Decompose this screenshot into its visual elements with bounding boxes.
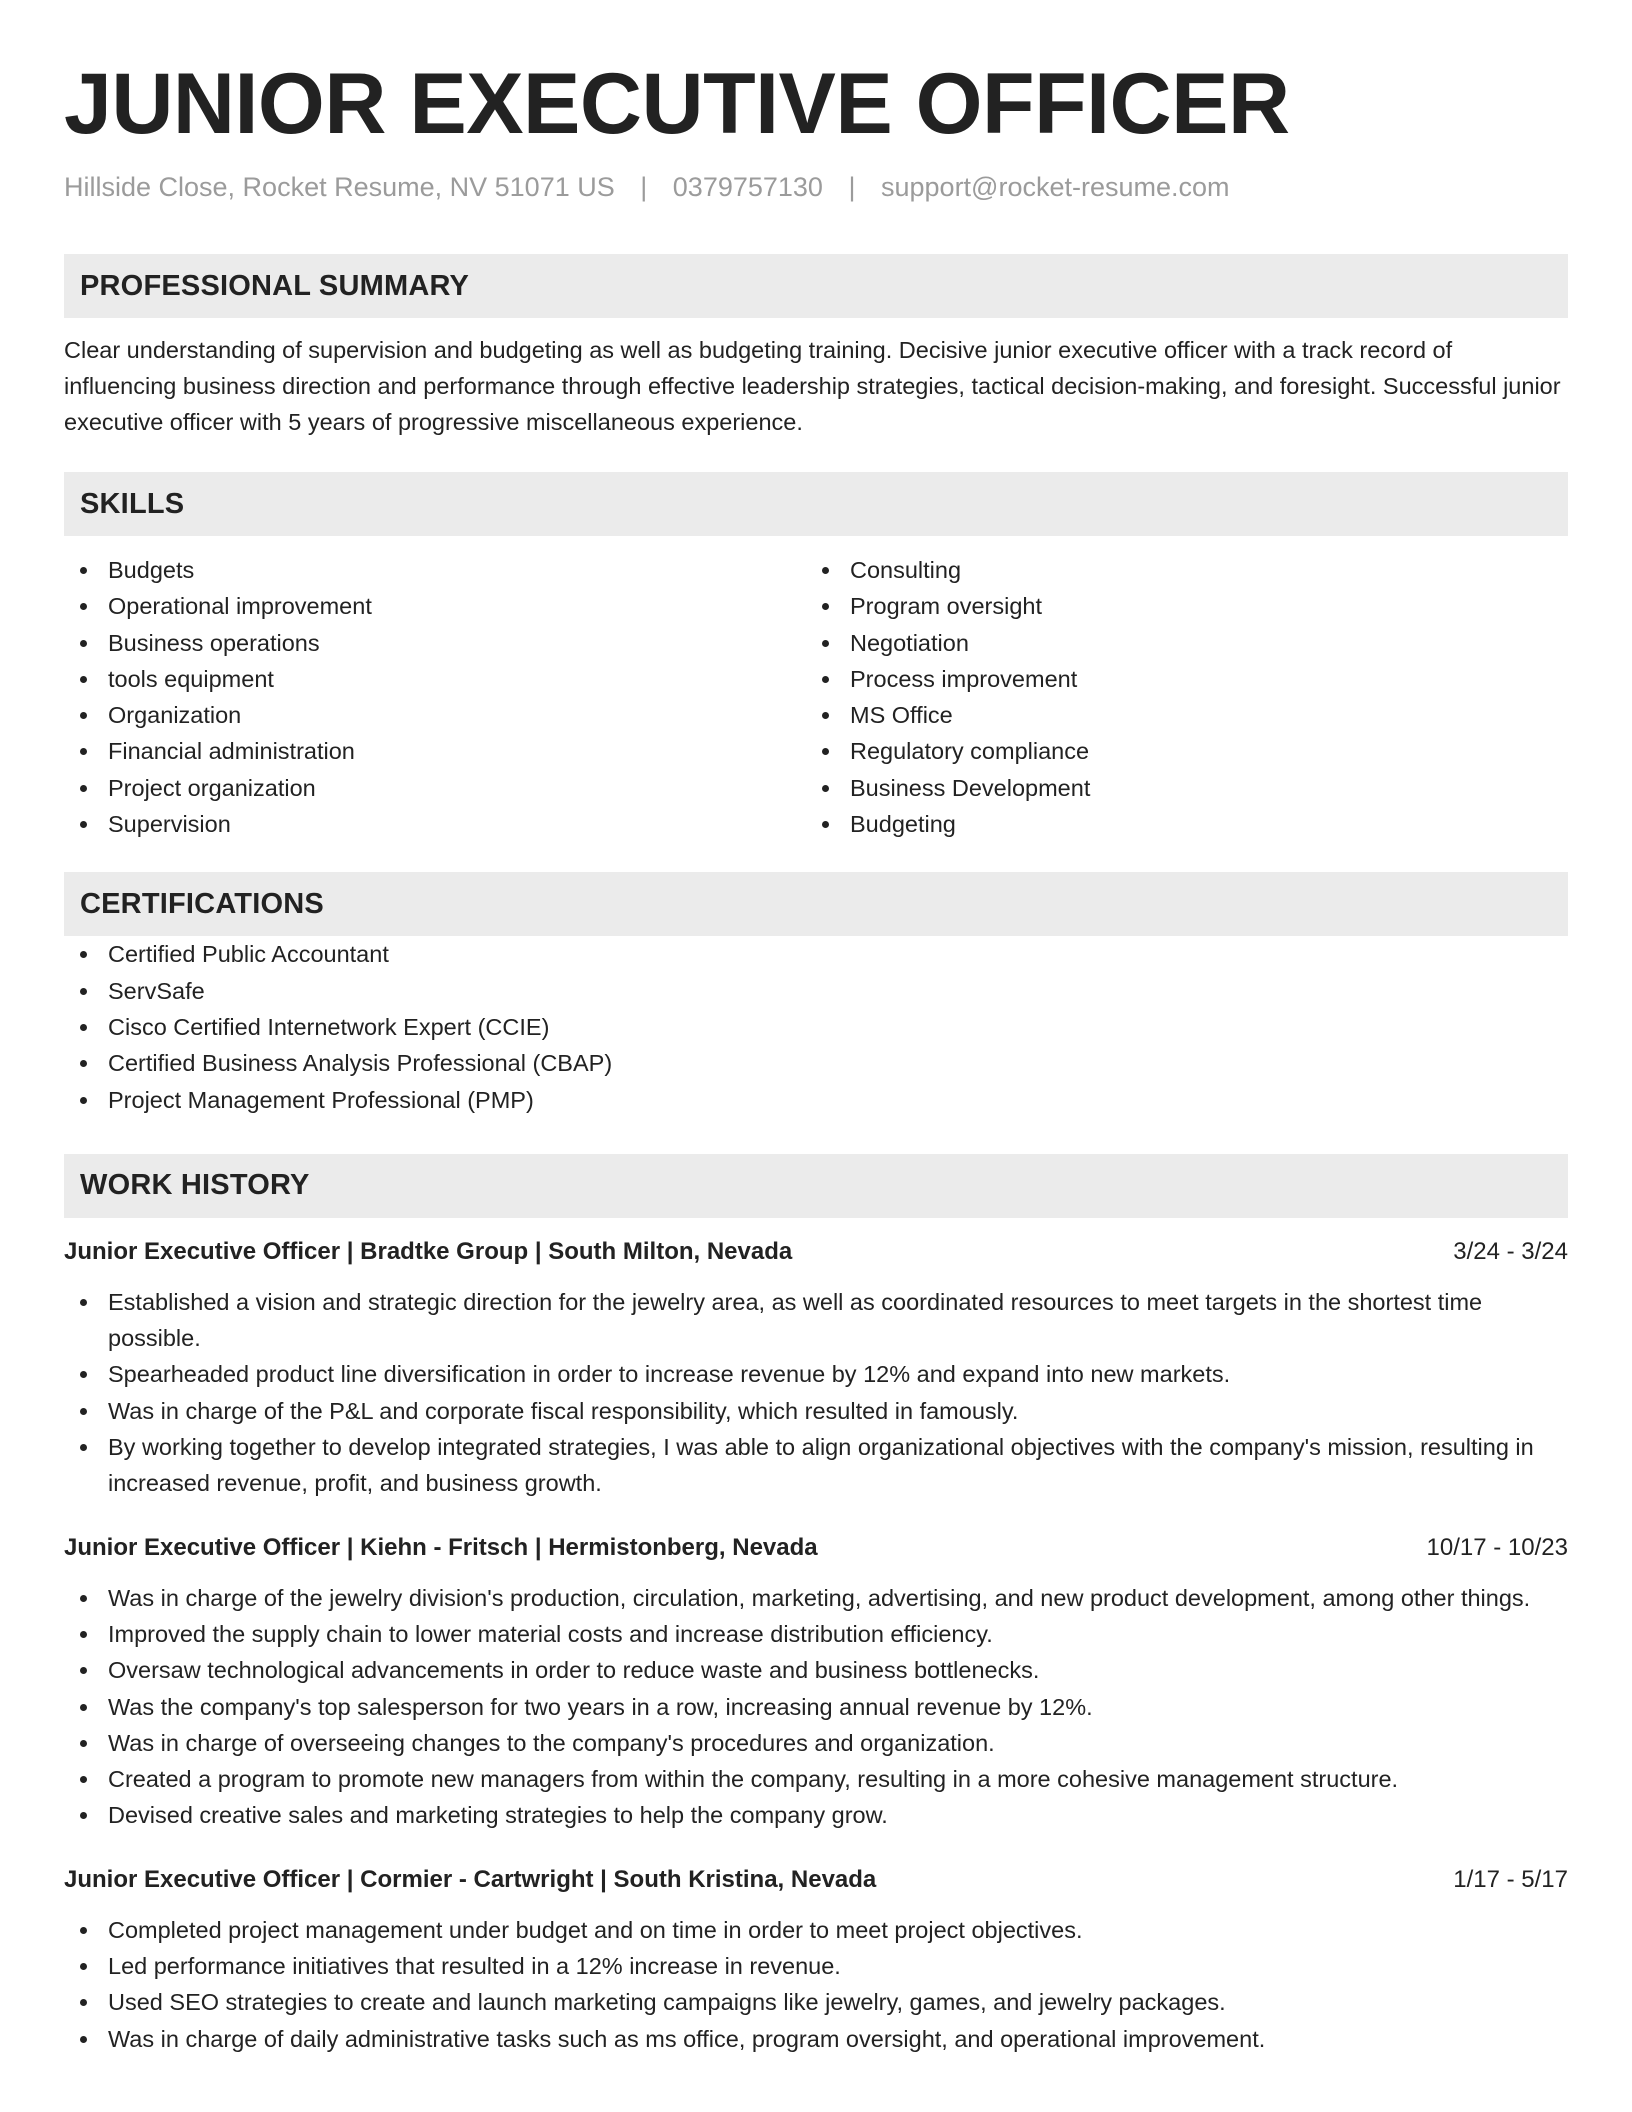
job-bullet: Was in charge of overseeing changes to the company's procedures and organization. — [64, 1725, 1568, 1761]
skill-item: Organization — [64, 697, 806, 733]
contact-line — [64, 170, 1568, 204]
skill-item: Business operations — [64, 625, 806, 661]
skill-item: tools equipment — [64, 661, 806, 697]
job-bullet: By working together to develop integrated strategies, I was able to align organizational objectives with the company's mission, resulting in increased revenue, profit, and business growth. — [64, 1429, 1568, 1502]
job-bullets — [64, 1284, 1568, 1502]
job-bullet: Spearheaded product line diversification in order to increase revenue by 12% and expand into new markets. — [64, 1356, 1568, 1392]
certification-item: Cisco Certified Internetwork Expert (CCIE) — [64, 1009, 1568, 1045]
job-bullet: Created a program to promote new managers from within the company, resulting in a more cohesive management structure. — [64, 1761, 1568, 1797]
job-dates: 1/17 - 5/17 — [1453, 1865, 1568, 1893]
skill-item: Financial administration — [64, 733, 806, 769]
job-title: Junior Executive Officer | Cormier - Cartwright | South Kristina, Nevada — [64, 1865, 877, 1893]
section-heading-summary: PROFESSIONAL SUMMARY — [64, 254, 1568, 318]
skill-item: Business Development — [806, 770, 1548, 806]
job-bullets — [64, 1580, 1568, 1834]
section-heading-certifications: CERTIFICATIONS — [64, 872, 1568, 936]
skills-column-right — [806, 552, 1548, 842]
job-bullet: Improved the supply chain to lower material costs and increase distribution efficiency. — [64, 1616, 1568, 1652]
job-header — [64, 1234, 1568, 1270]
job-entry — [64, 1862, 1568, 2057]
job-bullet: Was the company's top salesperson for two years in a row, increasing annual revenue by 12%. — [64, 1689, 1568, 1725]
skill-item: Operational improvement — [64, 588, 806, 624]
certification-item: Project Management Professional (PMP) — [64, 1082, 1568, 1118]
job-bullet: Was in charge of the P&L and corporate fiscal responsibility, which resulted in famously. — [64, 1393, 1568, 1429]
skill-item: Negotiation — [806, 625, 1548, 661]
job-header — [64, 1862, 1568, 1898]
job-entry — [64, 1530, 1568, 1834]
section-heading-work-history: WORK HISTORY — [64, 1154, 1568, 1218]
skills-column-left — [64, 552, 806, 842]
contact-address: Hillside Close, Rocket Resume, NV 51071 US — [64, 172, 615, 202]
skills-list-right — [806, 552, 1548, 842]
job-dates: 10/17 - 10/23 — [1426, 1533, 1568, 1561]
job-bullet: Was in charge of daily administrative tasks such as ms office, program oversight, and operational improvement. — [64, 2021, 1568, 2057]
certification-item: Certified Business Analysis Professional (CBAP) — [64, 1045, 1568, 1081]
job-entry — [64, 1234, 1568, 1502]
job-title: Junior Executive Officer | Kiehn - Fritsch | Hermistonberg, Nevada — [64, 1533, 818, 1561]
job-bullet: Established a vision and strategic direction for the jewelry area, as well as coordinated resources to meet targets in the shortest time possible. — [64, 1284, 1568, 1357]
job-bullet: Used SEO strategies to create and launch marketing campaigns like jewelry, games, and jewelry packages. — [64, 1984, 1568, 2020]
job-bullet: Devised creative sales and marketing strategies to help the company grow. — [64, 1797, 1568, 1833]
job-bullet: Completed project management under budget and on time in order to meet project objectives. — [64, 1912, 1568, 1948]
contact-phone: 0379757130 — [672, 172, 823, 202]
skill-item: Consulting — [806, 552, 1548, 588]
skills-list-left — [64, 552, 806, 842]
job-title: Junior Executive Officer | Bradtke Group | South Milton, Nevada — [64, 1237, 793, 1265]
job-bullet: Oversaw technological advancements in order to reduce waste and business bottlenecks. — [64, 1652, 1568, 1688]
skill-item: Process improvement — [806, 661, 1548, 697]
job-bullet: Led performance initiatives that resulted in a 12% increase in revenue. — [64, 1948, 1568, 1984]
certification-item: ServSafe — [64, 973, 1568, 1009]
skill-item: Budgets — [64, 552, 806, 588]
contact-separator: | — [848, 172, 856, 202]
skills-columns — [64, 552, 1568, 842]
job-bullets — [64, 1912, 1568, 2057]
contact-email: support@rocket-resume.com — [881, 172, 1230, 202]
skill-item: Program oversight — [806, 588, 1548, 624]
skill-item: MS Office — [806, 697, 1548, 733]
job-dates: 3/24 - 3/24 — [1453, 1237, 1568, 1265]
skill-item: Project organization — [64, 770, 806, 806]
skill-item: Regulatory compliance — [806, 733, 1548, 769]
skill-item: Budgeting — [806, 806, 1548, 842]
job-bullet: Was in charge of the jewelry division's production, circulation, marketing, advertising, and new product development, among other things. — [64, 1580, 1568, 1616]
resume-name: JUNIOR EXECUTIVE OFFICER — [64, 56, 1290, 152]
section-heading-skills: SKILLS — [64, 472, 1568, 536]
skill-item: Supervision — [64, 806, 806, 842]
certifications-list — [64, 936, 1568, 1117]
summary-text: Clear understanding of supervision and budgeting as well as budgeting training. Decisive junior executive officer with a track record of influencing business direction and performance through effective leadership strategies, tactical decision-making, and foresight. Successful junior executive officer with 5 years of progressive miscellaneous experience. — [64, 337, 1561, 435]
certification-item: Certified Public Accountant — [64, 936, 1568, 972]
job-header — [64, 1530, 1568, 1566]
contact-separator: | — [640, 172, 648, 202]
